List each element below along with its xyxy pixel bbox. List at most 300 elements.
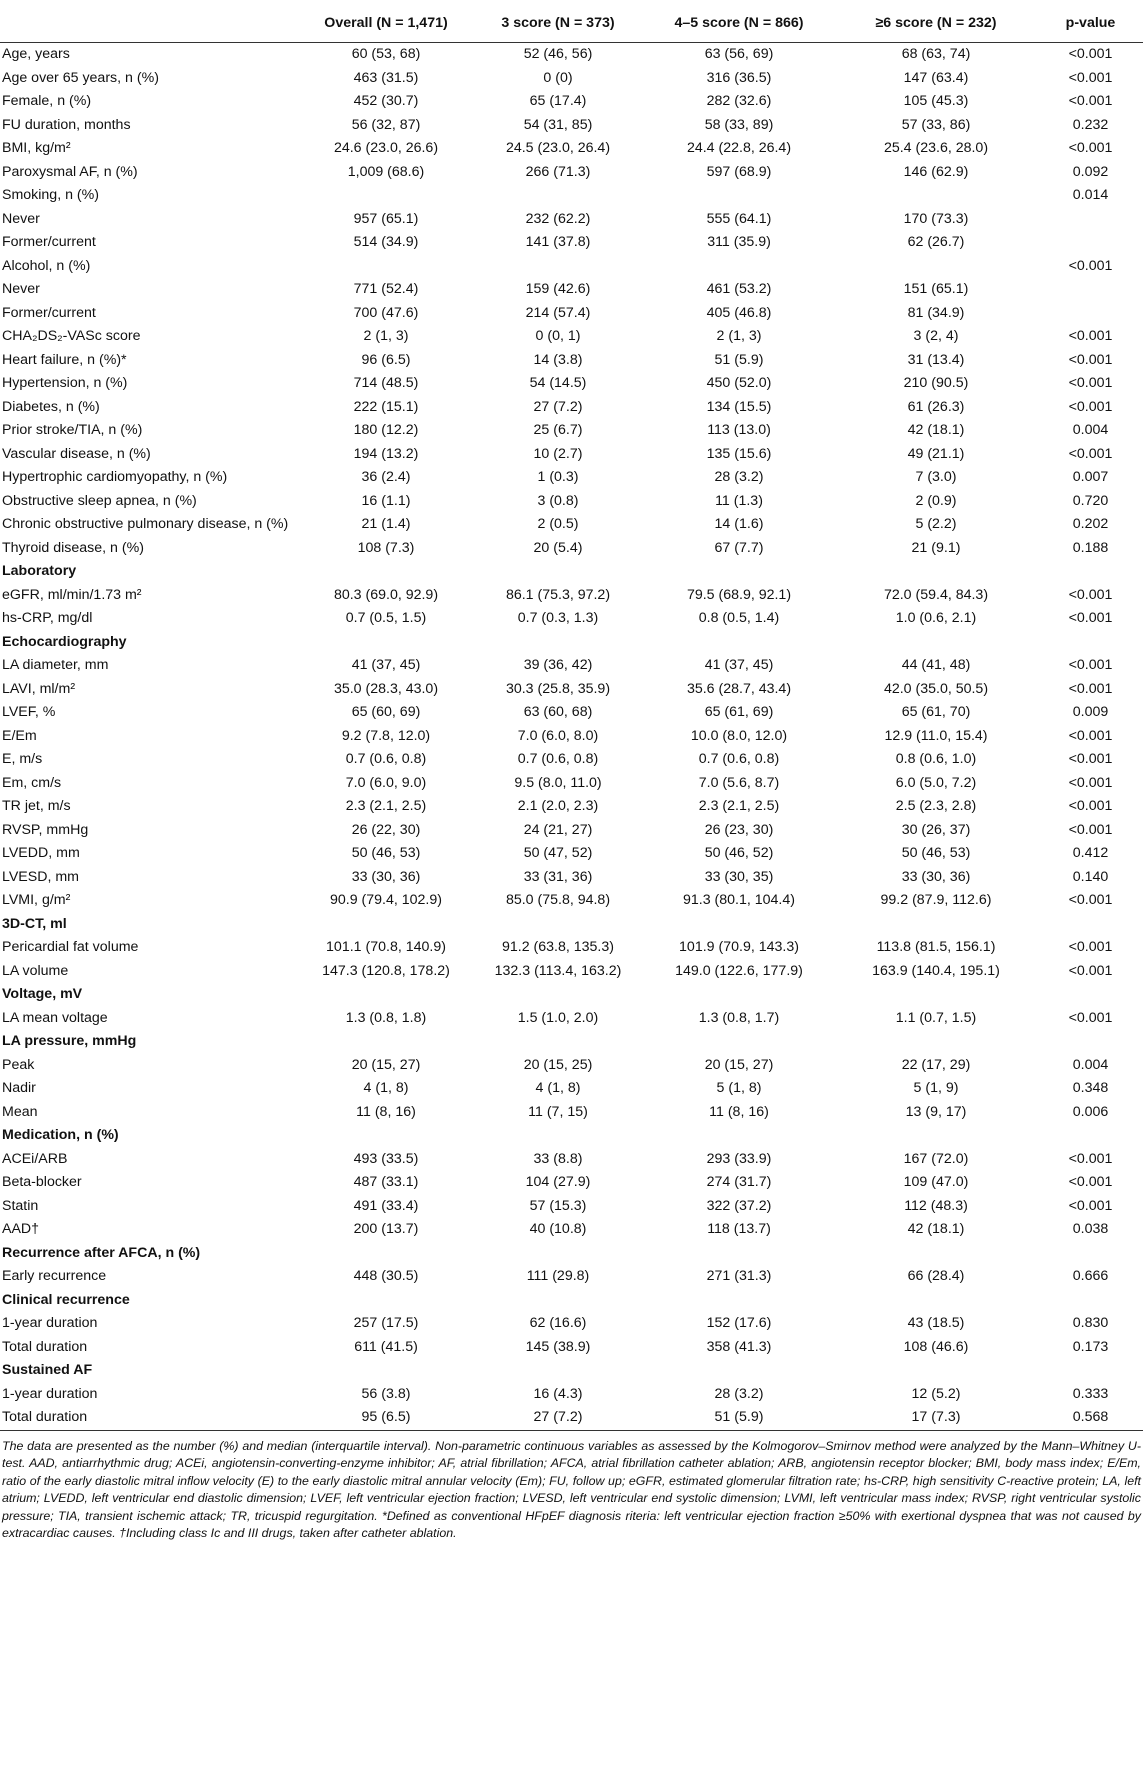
section-label: Recurrence after AFCA, n (%)	[2, 1244, 201, 1261]
cell-p-value: <0.001	[1068, 727, 1113, 744]
cell-overall: 194 (13.2)	[353, 445, 419, 462]
cell-overall: 180 (12.2)	[353, 422, 419, 439]
row-label: Paroxysmal AF, n (%)	[2, 163, 138, 180]
table-row	[0, 349, 1143, 373]
row-label: Hypertrophic cardiomyopathy, n (%)	[2, 469, 228, 486]
cell-overall: 65 (60, 69)	[351, 704, 421, 721]
table-row	[0, 137, 1143, 161]
cell-4-5-score	[644, 1030, 834, 1054]
cell-3-score: 33 (8.8)	[533, 1150, 583, 1167]
section-row	[0, 983, 1143, 1007]
cell-6-plus-score: 7 (3.0)	[915, 469, 957, 486]
cell-p-value: <0.001	[1068, 257, 1113, 274]
table-row	[0, 1336, 1143, 1360]
cell-4-5-score	[644, 1359, 834, 1383]
cell-3-score: 57 (15.3)	[529, 1197, 587, 1214]
cell-p-value: <0.001	[1068, 445, 1113, 462]
row-label: Smoking, n (%)	[2, 187, 99, 204]
cell-overall: 108 (7.3)	[357, 539, 415, 556]
header-6-plus-score: ≥6 score (N = 232)	[834, 6, 1038, 43]
cell-3-score: 24.5 (23.0, 26.4)	[505, 140, 611, 157]
cell-p-value: 0.004	[1072, 1056, 1109, 1073]
cell-4-5-score: 271 (31.3)	[706, 1268, 772, 1285]
cell-4-5-score	[644, 184, 834, 208]
cell-p-value: <0.001	[1068, 586, 1113, 603]
row-label: E, m/s	[2, 751, 43, 768]
row-label: TR jet, m/s	[2, 798, 71, 815]
table-row	[0, 725, 1143, 749]
cell-3-score	[472, 184, 644, 208]
cell-4-5-score	[644, 913, 834, 937]
cell-6-plus-score: 21 (9.1)	[911, 539, 961, 556]
cell-3-score: 20 (15, 25)	[523, 1056, 593, 1073]
cell-3-score: 7.0 (6.0, 8.0)	[517, 727, 599, 744]
header-overall: Overall (N = 1,471)	[300, 6, 472, 43]
table-row	[0, 748, 1143, 772]
cell-p-value: <0.001	[1068, 69, 1113, 86]
cell-overall: 35.0 (28.3, 43.0)	[333, 680, 439, 697]
cell-p-value: 0.188	[1072, 539, 1109, 556]
cell-p-value: <0.001	[1068, 46, 1113, 63]
row-label: 1-year duration	[2, 1385, 98, 1402]
cell-3-score: 91.2 (63.8, 135.3)	[501, 939, 614, 956]
cell-4-5-score: 50 (46, 52)	[704, 845, 774, 862]
table-row	[0, 1148, 1143, 1172]
table-row	[0, 1383, 1143, 1407]
cell-p-value: 0.348	[1072, 1080, 1109, 1097]
row-label: Statin	[2, 1197, 39, 1214]
cell-overall: 491 (33.4)	[353, 1197, 419, 1214]
cell-6-plus-score	[834, 913, 1038, 937]
cell-3-score: 50 (47, 52)	[523, 845, 593, 862]
table-row	[0, 208, 1143, 232]
row-label: AAD†	[2, 1221, 40, 1238]
cell-overall: 493 (33.5)	[353, 1150, 419, 1167]
cell-6-plus-score	[834, 983, 1038, 1007]
cell-p-value	[1038, 913, 1143, 937]
cell-p-value	[1038, 278, 1143, 302]
cell-overall: 95 (6.5)	[300, 1406, 472, 1430]
cell-overall: 50 (46, 53)	[351, 845, 421, 862]
cell-overall: 20 (15, 27)	[351, 1056, 421, 1073]
cell-3-score: 0 (0)	[543, 69, 573, 86]
row-label: Never	[2, 210, 40, 227]
cell-p-value: 0.333	[1072, 1385, 1109, 1402]
table-row	[0, 325, 1143, 349]
cell-4-5-score: 118 (13.7)	[707, 1221, 771, 1238]
row-label: Total duration	[0, 1406, 300, 1430]
cell-4-5-score: 450 (52.0)	[706, 375, 772, 392]
table-row	[0, 960, 1143, 984]
row-label: LVEF, %	[2, 704, 56, 721]
cell-overall: 487 (33.1)	[353, 1174, 419, 1191]
cell-4-5-score: 0.7 (0.6, 0.8)	[698, 751, 780, 768]
cell-6-plus-score: 33 (30, 36)	[901, 868, 971, 885]
cell-p-value: 0.568	[1038, 1406, 1143, 1430]
row-label: Early recurrence	[2, 1268, 107, 1285]
cell-p-value: <0.001	[1068, 328, 1113, 345]
table-row	[0, 114, 1143, 138]
row-label: ACEi/ARB	[2, 1150, 68, 1167]
cell-p-value	[1038, 1124, 1143, 1148]
cell-3-score: 104 (27.9)	[525, 1174, 591, 1191]
cell-3-score: 33 (31, 36)	[523, 868, 593, 885]
row-label: Hypertension, n (%)	[2, 375, 128, 392]
table-row	[0, 584, 1143, 608]
table-row	[0, 466, 1143, 490]
cell-overall: 7.0 (6.0, 9.0)	[345, 774, 427, 791]
cell-4-5-score: 405 (46.8)	[706, 304, 772, 321]
cell-overall: 463 (31.5)	[353, 69, 419, 86]
row-label: Obstructive sleep apnea, n (%)	[2, 492, 197, 509]
cell-overall: 33 (30, 36)	[351, 868, 421, 885]
header-p-value: p-value	[1038, 6, 1143, 43]
cell-overall	[300, 560, 472, 584]
cell-6-plus-score: 13 (9, 17)	[905, 1103, 967, 1120]
cell-4-5-score	[644, 1124, 834, 1148]
cell-4-5-score: 134 (15.5)	[706, 398, 772, 415]
cell-overall: 16 (1.1)	[361, 492, 411, 509]
cell-6-plus-score	[834, 255, 1038, 279]
table-row	[0, 701, 1143, 725]
section-label: Echocardiography	[2, 633, 127, 650]
cell-overall: 36 (2.4)	[361, 469, 411, 486]
table-row	[0, 1077, 1143, 1101]
row-label: CHA₂DS₂-VASc score	[2, 328, 141, 345]
cell-6-plus-score: 49 (21.1)	[907, 445, 965, 462]
section-row	[0, 1124, 1143, 1148]
cell-p-value	[1038, 631, 1143, 655]
cell-3-score: 3 (0.8)	[537, 492, 579, 509]
cell-3-score: 0 (0, 1)	[535, 328, 581, 345]
section-label: Sustained AF	[2, 1362, 93, 1379]
cell-4-5-score	[644, 255, 834, 279]
header-row	[0, 6, 1143, 43]
cell-overall: 1,009 (68.6)	[347, 163, 425, 180]
row-label: Female, n (%)	[2, 93, 92, 110]
cell-6-plus-score: 44 (41, 48)	[901, 657, 971, 674]
cell-6-plus-score	[834, 1030, 1038, 1054]
cell-4-5-score: 5 (1, 8)	[716, 1080, 762, 1097]
table-row	[0, 396, 1143, 420]
cell-3-score: 16 (4.3)	[533, 1385, 583, 1402]
cell-overall: 90.9 (79.4, 102.9)	[329, 892, 442, 909]
table-row	[0, 678, 1143, 702]
row-label: Former/current	[2, 304, 96, 321]
cell-3-score: 20 (5.4)	[533, 539, 583, 556]
cell-overall: 452 (30.7)	[353, 93, 419, 110]
cell-3-score: 65 (17.4)	[529, 93, 587, 110]
cell-p-value	[1038, 983, 1143, 1007]
table-row	[0, 795, 1143, 819]
cell-4-5-score: 2 (1, 3)	[716, 328, 762, 345]
cell-3-score	[472, 1242, 644, 1266]
table-row	[0, 1054, 1143, 1078]
cell-3-score: 145 (38.9)	[525, 1338, 591, 1355]
row-label: LVMI, g/m²	[2, 892, 71, 909]
row-label: LA mean voltage	[2, 1009, 108, 1026]
cell-overall	[300, 1289, 472, 1313]
cell-6-plus-score: 151 (65.1)	[903, 281, 969, 298]
cell-p-value: 0.006	[1072, 1103, 1109, 1120]
cell-6-plus-score: 50 (46, 53)	[901, 845, 971, 862]
table-row	[0, 255, 1143, 279]
row-label: eGFR, ml/min/1.73 m²	[2, 586, 142, 603]
table-row	[0, 278, 1143, 302]
table-row	[0, 443, 1143, 467]
cell-6-plus-score: 109 (47.0)	[903, 1174, 969, 1191]
cell-3-score: 54 (14.5)	[529, 375, 587, 392]
cell-6-plus-score: 25.4 (23.6, 28.0)	[883, 140, 989, 157]
row-label: Age over 65 years, n (%)	[2, 69, 159, 86]
cell-6-plus-score: 57 (33, 86)	[901, 116, 971, 133]
cell-6-plus-score: 6.0 (5.0, 7.2)	[895, 774, 977, 791]
cell-3-score	[472, 1124, 644, 1148]
cell-4-5-score: 1.3 (0.8, 1.7)	[698, 1009, 780, 1026]
cell-p-value	[1038, 1242, 1143, 1266]
cell-6-plus-score: 42 (18.1)	[907, 422, 965, 439]
cell-p-value: 0.720	[1072, 492, 1109, 509]
cell-3-score	[472, 1289, 644, 1313]
cell-p-value: <0.001	[1068, 398, 1113, 415]
row-label: Peak	[2, 1056, 35, 1073]
cell-overall: 611 (41.5)	[354, 1338, 418, 1355]
cell-overall: 9.2 (7.8, 12.0)	[341, 727, 431, 744]
cell-4-5-score: 2.3 (2.1, 2.5)	[698, 798, 780, 815]
cell-4-5-score: 10.0 (8.0, 12.0)	[690, 727, 788, 744]
cell-6-plus-score: 3 (2, 4)	[913, 328, 959, 345]
cell-6-plus-score: 31 (13.4)	[907, 351, 965, 368]
cell-p-value: <0.001	[1068, 657, 1113, 674]
cell-p-value: <0.001	[1068, 1150, 1113, 1167]
row-label: RVSP, mmHg	[2, 821, 89, 838]
cell-4-5-score: 597 (68.9)	[706, 163, 772, 180]
table-row	[0, 772, 1143, 796]
cell-4-5-score: 135 (15.6)	[706, 445, 772, 462]
cell-overall: 41 (37, 45)	[351, 657, 421, 674]
cell-6-plus-score: 167 (72.0)	[903, 1150, 969, 1167]
cell-p-value: 0.014	[1072, 187, 1109, 204]
cell-p-value: <0.001	[1068, 610, 1113, 627]
cell-p-value: <0.001	[1068, 821, 1113, 838]
cell-overall: 60 (53, 68)	[351, 46, 421, 63]
cell-3-score: 10 (2.7)	[533, 445, 583, 462]
section-label: 3D-CT, ml	[2, 915, 67, 932]
cell-p-value	[1038, 1030, 1143, 1054]
cell-6-plus-score: 1.0 (0.6, 2.1)	[895, 610, 977, 627]
cell-p-value: 0.038	[1072, 1221, 1109, 1238]
cell-p-value: <0.001	[1068, 93, 1113, 110]
cell-3-score: 40 (10.8)	[529, 1221, 587, 1238]
table-row	[0, 1312, 1143, 1336]
cell-overall: 1.3 (0.8, 1.8)	[345, 1009, 427, 1026]
cell-6-plus-score	[834, 184, 1038, 208]
cell-3-score: 63 (60, 68)	[523, 704, 593, 721]
section-row	[0, 1030, 1143, 1054]
cell-overall: 771 (52.4)	[353, 281, 419, 298]
cell-6-plus-score	[834, 1359, 1038, 1383]
table-row	[0, 1406, 1143, 1430]
table-row	[0, 819, 1143, 843]
table-row	[0, 67, 1143, 91]
cell-p-value: <0.001	[1068, 1009, 1113, 1026]
cell-4-5-score: 11 (1.3)	[715, 492, 763, 509]
header-variable	[0, 6, 300, 43]
cell-3-score	[472, 913, 644, 937]
cell-3-score	[472, 1030, 644, 1054]
cell-4-5-score: 28 (3.2)	[714, 469, 764, 486]
table-row	[0, 1101, 1143, 1125]
cell-p-value: <0.001	[1068, 939, 1113, 956]
cell-3-score: 0.7 (0.6, 0.8)	[517, 751, 599, 768]
cell-6-plus-score	[834, 1242, 1038, 1266]
row-label: BMI, kg/m²	[2, 140, 71, 157]
cell-6-plus-score: 163.9 (140.4, 195.1)	[872, 962, 1000, 979]
cell-overall: 257 (17.5)	[353, 1315, 419, 1332]
section-row	[0, 1242, 1143, 1266]
cell-3-score	[472, 255, 644, 279]
row-label: LA volume	[2, 962, 69, 979]
cell-6-plus-score: 112 (48.3)	[904, 1197, 968, 1214]
cell-3-score: 4 (1, 8)	[535, 1080, 581, 1097]
cell-3-score: 27 (7.2)	[533, 398, 583, 415]
table-body	[0, 43, 1143, 1431]
row-label: Em, cm/s	[2, 774, 62, 791]
cell-p-value: <0.001	[1068, 892, 1113, 909]
cell-p-value: <0.001	[1068, 962, 1113, 979]
cell-6-plus-score	[834, 560, 1038, 584]
cell-3-score: 1 (0.3)	[537, 469, 579, 486]
cell-6-plus-score: 210 (90.5)	[903, 375, 969, 392]
cell-4-5-score: 33 (30, 35)	[704, 868, 774, 885]
row-label: Age, years	[2, 46, 70, 63]
cell-4-5-score: 91.3 (80.1, 104.4)	[682, 892, 795, 909]
cell-6-plus-score: 170 (73.3)	[903, 210, 969, 227]
row-label: Prior stroke/TIA, n (%)	[2, 422, 143, 439]
table-row	[0, 1007, 1143, 1031]
row-label: Vascular disease, n (%)	[2, 445, 151, 462]
row-label: LVESD, mm	[2, 868, 79, 885]
row-label: Never	[2, 281, 40, 298]
cell-4-5-score: 14 (1.6)	[714, 516, 764, 533]
cell-4-5-score: 35.6 (28.7, 43.4)	[686, 680, 792, 697]
cell-overall: 200 (13.7)	[353, 1221, 419, 1238]
cell-3-score: 85.0 (75.8, 94.8)	[505, 892, 611, 909]
table-row	[0, 184, 1143, 208]
cell-overall	[300, 1242, 472, 1266]
table-row	[0, 1171, 1143, 1195]
cell-overall: 0.7 (0.6, 0.8)	[345, 751, 427, 768]
cell-6-plus-score: 113.8 (81.5, 156.1)	[876, 939, 996, 956]
table-row	[0, 936, 1143, 960]
cell-3-score: 24 (21, 27)	[523, 821, 593, 838]
cell-4-5-score: 67 (7.7)	[714, 539, 764, 556]
cell-overall: 21 (1.4)	[361, 516, 411, 533]
cell-6-plus-score: 72.0 (59.4, 84.3)	[883, 586, 989, 603]
cell-4-5-score: 24.4 (22.8, 26.4)	[686, 140, 792, 157]
table-row	[0, 372, 1143, 396]
cell-p-value	[1038, 302, 1143, 326]
cell-p-value: <0.001	[1068, 351, 1113, 368]
cell-overall	[300, 1030, 472, 1054]
cell-4-5-score: 11 (8, 16)	[709, 1103, 769, 1120]
cell-3-score: 39 (36, 42)	[523, 657, 593, 674]
cell-3-score	[472, 560, 644, 584]
cell-3-score: 11 (7, 15)	[528, 1103, 588, 1120]
cell-4-5-score: 65 (61, 69)	[704, 704, 774, 721]
cell-overall: 700 (47.6)	[353, 304, 419, 321]
cell-6-plus-score: 2 (0.9)	[915, 492, 957, 509]
section-row	[0, 1289, 1143, 1313]
cell-6-plus-score: 146 (62.9)	[903, 163, 969, 180]
cell-6-plus-score: 105 (45.3)	[903, 93, 969, 110]
cell-4-5-score: 41 (37, 45)	[704, 657, 774, 674]
cell-4-5-score: 358 (41.3)	[706, 1338, 772, 1355]
cell-3-score: 1.5 (1.0, 2.0)	[517, 1009, 599, 1026]
cell-overall: 26 (22, 30)	[351, 821, 421, 838]
cell-4-5-score	[644, 631, 834, 655]
cell-overall: 96 (6.5)	[361, 351, 411, 368]
row-label: LA diameter, mm	[2, 657, 109, 674]
cell-3-score: 86.1 (75.3, 97.2)	[505, 586, 611, 603]
section-label: Clinical recurrence	[2, 1291, 130, 1308]
cell-p-value: 0.666	[1072, 1268, 1109, 1285]
cell-3-score: 14 (3.8)	[533, 351, 583, 368]
cell-6-plus-score: 0.8 (0.6, 1.0)	[895, 751, 977, 768]
cell-4-5-score: 293 (33.9)	[706, 1150, 772, 1167]
cell-overall: 222 (15.1)	[353, 398, 419, 415]
row-label: Former/current	[2, 234, 96, 251]
row-label: Diabetes, n (%)	[2, 398, 100, 415]
row-label: Thyroid disease, n (%)	[2, 539, 144, 556]
row-label: Total duration	[2, 1338, 88, 1355]
cell-p-value	[1038, 1359, 1143, 1383]
cell-overall: 2 (1, 3)	[363, 328, 409, 345]
row-label: Beta-blocker	[2, 1174, 82, 1191]
cell-3-score	[472, 1359, 644, 1383]
table-row	[0, 866, 1143, 890]
cell-3-score: 27 (7.2)	[472, 1406, 644, 1430]
table-row	[0, 1195, 1143, 1219]
cell-6-plus-score: 99.2 (87.9, 112.6)	[880, 892, 992, 909]
cell-p-value: <0.001	[1068, 774, 1113, 791]
cell-p-value: 0.830	[1072, 1315, 1109, 1332]
cell-4-5-score: 28 (3.2)	[714, 1385, 764, 1402]
table-row	[0, 842, 1143, 866]
cell-p-value: 0.009	[1072, 704, 1109, 721]
cell-6-plus-score: 5 (1, 9)	[913, 1080, 959, 1097]
cell-4-5-score: 322 (37.2)	[706, 1197, 772, 1214]
cell-4-5-score: 316 (36.5)	[706, 69, 772, 86]
cell-p-value: 0.173	[1072, 1338, 1109, 1355]
cell-4-5-score: 51 (5.9)	[714, 351, 764, 368]
cell-3-score: 9.5 (8.0, 11.0)	[514, 774, 602, 791]
cell-3-score: 52 (46, 56)	[523, 46, 593, 63]
cell-4-5-score: 152 (17.6)	[706, 1315, 772, 1332]
cell-overall: 80.3 (69.0, 92.9)	[333, 586, 439, 603]
table-row	[0, 231, 1143, 255]
cell-4-5-score: 555 (64.1)	[706, 210, 772, 227]
cell-6-plus-score: 61 (26.3)	[907, 398, 965, 415]
cell-6-plus-score: 62 (26.7)	[907, 234, 965, 251]
cell-4-5-score: 26 (23, 30)	[704, 821, 774, 838]
section-label: Laboratory	[2, 563, 77, 580]
cell-4-5-score: 58 (33, 89)	[704, 116, 774, 133]
cell-p-value	[1038, 231, 1143, 255]
cell-p-value: <0.001	[1068, 680, 1113, 697]
cell-p-value	[1038, 1289, 1143, 1313]
cell-6-plus-score: 22 (17, 29)	[901, 1056, 971, 1073]
